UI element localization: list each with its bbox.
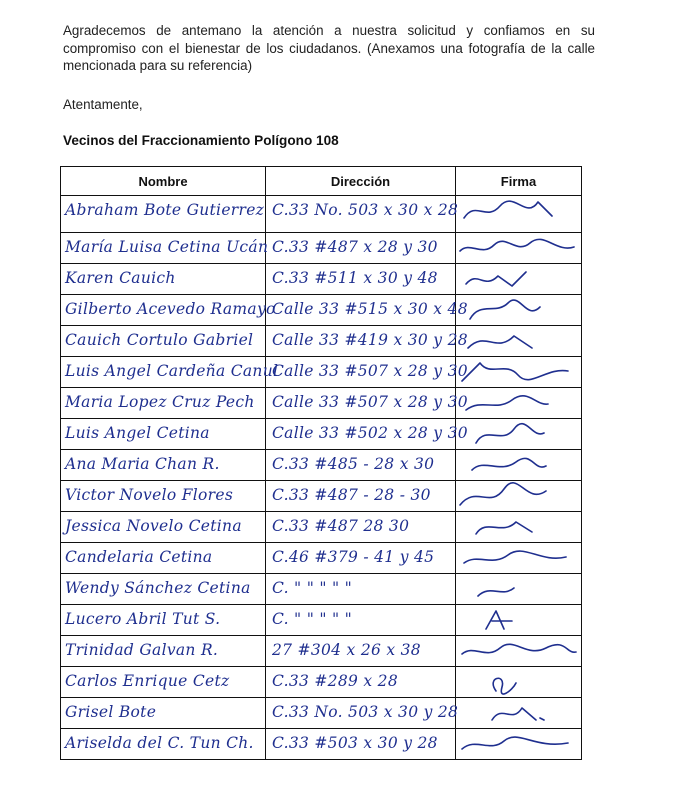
handwritten-signature	[456, 512, 582, 542]
signature-cell	[456, 264, 582, 295]
signature-stroke	[486, 611, 512, 629]
signature-cell	[456, 326, 582, 357]
handwritten-signature	[456, 450, 582, 480]
address-cell	[266, 729, 456, 760]
address-cell	[266, 196, 459, 233]
table-row	[61, 388, 582, 419]
resident-name: Luis Angel Cetina	[65, 424, 210, 442]
signature-stroke	[476, 522, 532, 534]
resident-address: Calle 33 #515 x 30 x 48	[272, 300, 468, 318]
address-cell	[266, 667, 456, 698]
resident-address: C.33 #511 x 30 y 48	[272, 269, 438, 287]
handwritten-signature	[456, 574, 582, 604]
name-cell	[61, 605, 266, 636]
resident-name: Cauich Cortulo Gabriel	[65, 331, 254, 349]
resident-address: C.33 No. 503 x 30 y 28	[272, 703, 459, 721]
signature-cell	[456, 419, 582, 450]
handwritten-signature	[456, 326, 582, 356]
signature-cell	[456, 512, 582, 543]
resident-name: Luis Angel Cardeña Canul	[65, 362, 279, 380]
handwritten-signature	[456, 357, 582, 387]
signature-stroke	[492, 708, 544, 720]
address-cell	[266, 605, 456, 636]
address-cell	[266, 481, 456, 512]
resident-name: Jessica Novelo Cetina	[65, 517, 242, 535]
name-cell	[61, 543, 266, 574]
signature-stroke	[468, 336, 532, 348]
name-cell	[61, 729, 266, 760]
signature-cell	[456, 388, 582, 419]
header-signature: Firma	[456, 167, 582, 196]
name-cell	[61, 233, 269, 264]
name-cell	[61, 667, 266, 698]
resident-name: Lucero Abril Tut S.	[65, 610, 221, 628]
resident-address: Calle 33 #502 x 28 y 30	[272, 424, 468, 442]
name-cell	[61, 450, 266, 481]
name-cell	[61, 574, 266, 605]
handwritten-signature	[456, 543, 582, 573]
resident-name: Wendy Sánchez Cetina	[65, 579, 251, 597]
address-cell	[266, 357, 468, 388]
name-cell	[61, 357, 279, 388]
signature-stroke	[464, 551, 566, 563]
handwritten-signature	[456, 419, 582, 449]
resident-address: Calle 33 #419 x 30 y 28	[272, 331, 468, 349]
address-cell	[266, 543, 456, 574]
signature-cell	[456, 543, 582, 574]
signature-cell	[456, 605, 582, 636]
resident-address: C.33 #503 x 30 y 28	[272, 734, 438, 752]
handwritten-signature	[456, 264, 582, 294]
address-cell	[266, 574, 456, 605]
resident-address: C.46 #379 - 41 y 45	[272, 548, 435, 566]
handwritten-signature	[456, 196, 582, 226]
signature-cell	[456, 729, 582, 760]
handwritten-signature	[456, 295, 582, 325]
resident-name: Abraham Bote Gutierrez	[65, 201, 265, 219]
handwritten-signature	[456, 698, 582, 728]
address-cell	[266, 326, 468, 357]
signature-cell	[456, 357, 582, 388]
signature-cell	[456, 636, 582, 667]
signature-stroke	[466, 396, 548, 410]
resident-address: Calle 33 #507 x 28 y 30	[272, 362, 468, 380]
resident-name: Carlos Enrique Cetz	[65, 672, 230, 690]
resident-address: C.33 #487 - 28 - 30	[272, 486, 431, 504]
signature-cell	[456, 481, 582, 512]
address-cell	[266, 388, 468, 419]
name-cell	[61, 196, 266, 233]
closing-line: Atentamente,	[63, 97, 143, 112]
address-cell	[266, 264, 456, 295]
handwritten-signature	[456, 636, 582, 666]
name-cell	[61, 388, 266, 419]
group-title: Vecinos del Fraccionamiento Polígono 108	[63, 133, 339, 148]
signature-cell	[456, 574, 582, 605]
address-cell	[266, 636, 456, 667]
signature-cell	[456, 667, 582, 698]
resident-name: Victor Novelo Flores	[65, 486, 234, 504]
signature-stroke	[470, 300, 540, 319]
resident-name: Candelaria Cetina	[65, 548, 213, 566]
table-row	[61, 543, 582, 574]
resident-address: Calle 33 #507 x 28 y 30	[272, 393, 468, 411]
resident-address: C.33 No. 503 x 30 x 28	[272, 201, 459, 219]
signature-stroke	[462, 737, 568, 749]
address-cell	[266, 233, 456, 264]
signature-stroke	[460, 239, 574, 251]
signature-cell	[456, 295, 582, 326]
table-row	[61, 481, 582, 512]
resident-name: Gilberto Acevedo Ramayo	[65, 300, 276, 318]
resident-name: Ariselda del C. Tun Ch.	[65, 734, 254, 752]
resident-name: Grisel Bote	[65, 703, 157, 721]
table-row	[61, 636, 582, 667]
handwritten-signature	[456, 729, 582, 759]
table-row	[61, 326, 582, 357]
signature-cell	[456, 698, 582, 729]
signature-stroke	[476, 424, 544, 443]
signature-stroke	[478, 588, 514, 596]
signature-cell	[456, 233, 582, 264]
name-cell	[61, 264, 266, 295]
resident-address: C. " " " " "	[272, 579, 353, 597]
resident-address: C.33 #487 28 30	[272, 517, 410, 535]
name-cell	[61, 326, 266, 357]
address-cell	[266, 419, 468, 450]
header-name: Nombre	[61, 167, 266, 196]
name-cell	[61, 512, 266, 543]
resident-address: C.33 #487 x 28 y 30	[272, 238, 438, 256]
resident-name: María Luisa Cetina Ucán	[65, 238, 269, 256]
resident-address: C.33 #289 x 28	[272, 672, 398, 690]
table-row	[61, 295, 582, 326]
name-cell	[61, 698, 266, 729]
table-row	[61, 574, 582, 605]
handwritten-signature	[456, 388, 582, 418]
resident-name: Trinidad Galvan R.	[65, 641, 219, 659]
name-cell	[61, 636, 266, 667]
handwritten-signature	[456, 481, 582, 511]
address-cell	[266, 512, 456, 543]
table-row	[61, 698, 582, 729]
table-row	[61, 512, 582, 543]
resident-address: C.33 #485 - 28 x 30	[272, 455, 435, 473]
name-cell	[61, 419, 266, 450]
address-cell	[266, 698, 459, 729]
table-row	[61, 264, 582, 295]
handwritten-signature	[456, 605, 582, 635]
signature-stroke	[462, 644, 576, 654]
signature-stroke	[472, 458, 546, 470]
table-row	[61, 729, 582, 760]
table-row	[61, 605, 582, 636]
handwritten-signature	[456, 233, 582, 263]
resident-address: 27 #304 x 26 x 38	[272, 641, 421, 659]
signature-stroke	[460, 483, 546, 505]
table-header-row	[61, 167, 582, 196]
signature-table	[60, 166, 582, 760]
signature-cell	[456, 196, 582, 233]
signature-stroke	[462, 363, 568, 381]
table-row	[61, 419, 582, 450]
signature-stroke	[466, 272, 526, 286]
signature-stroke	[464, 201, 552, 218]
resident-name: Maria Lopez Cruz Pech	[65, 393, 255, 411]
signature-cell	[456, 450, 582, 481]
resident-name: Karen Cauich	[65, 269, 176, 287]
resident-name: Ana Maria Chan R.	[65, 455, 220, 473]
table-body	[61, 196, 582, 760]
address-cell	[266, 450, 456, 481]
handwritten-signature	[456, 667, 582, 697]
address-cell	[266, 295, 468, 326]
signature-stroke	[493, 678, 516, 694]
header-address: Dirección	[266, 167, 456, 196]
letter-paragraph: Agradecemos de antemano la atención a nuestra solicitud y confiamos en su compromiso con el bienestar de los ciudadanos. (Anexamos una fotografía de la calle mencionada para su referencia)	[63, 23, 595, 73]
name-cell	[61, 481, 266, 512]
table-row	[61, 233, 582, 264]
table-row	[61, 357, 582, 388]
table-row	[61, 196, 582, 233]
resident-address: C. " " " " "	[272, 610, 353, 628]
table-row	[61, 667, 582, 698]
table-row	[61, 450, 582, 481]
name-cell	[61, 295, 276, 326]
